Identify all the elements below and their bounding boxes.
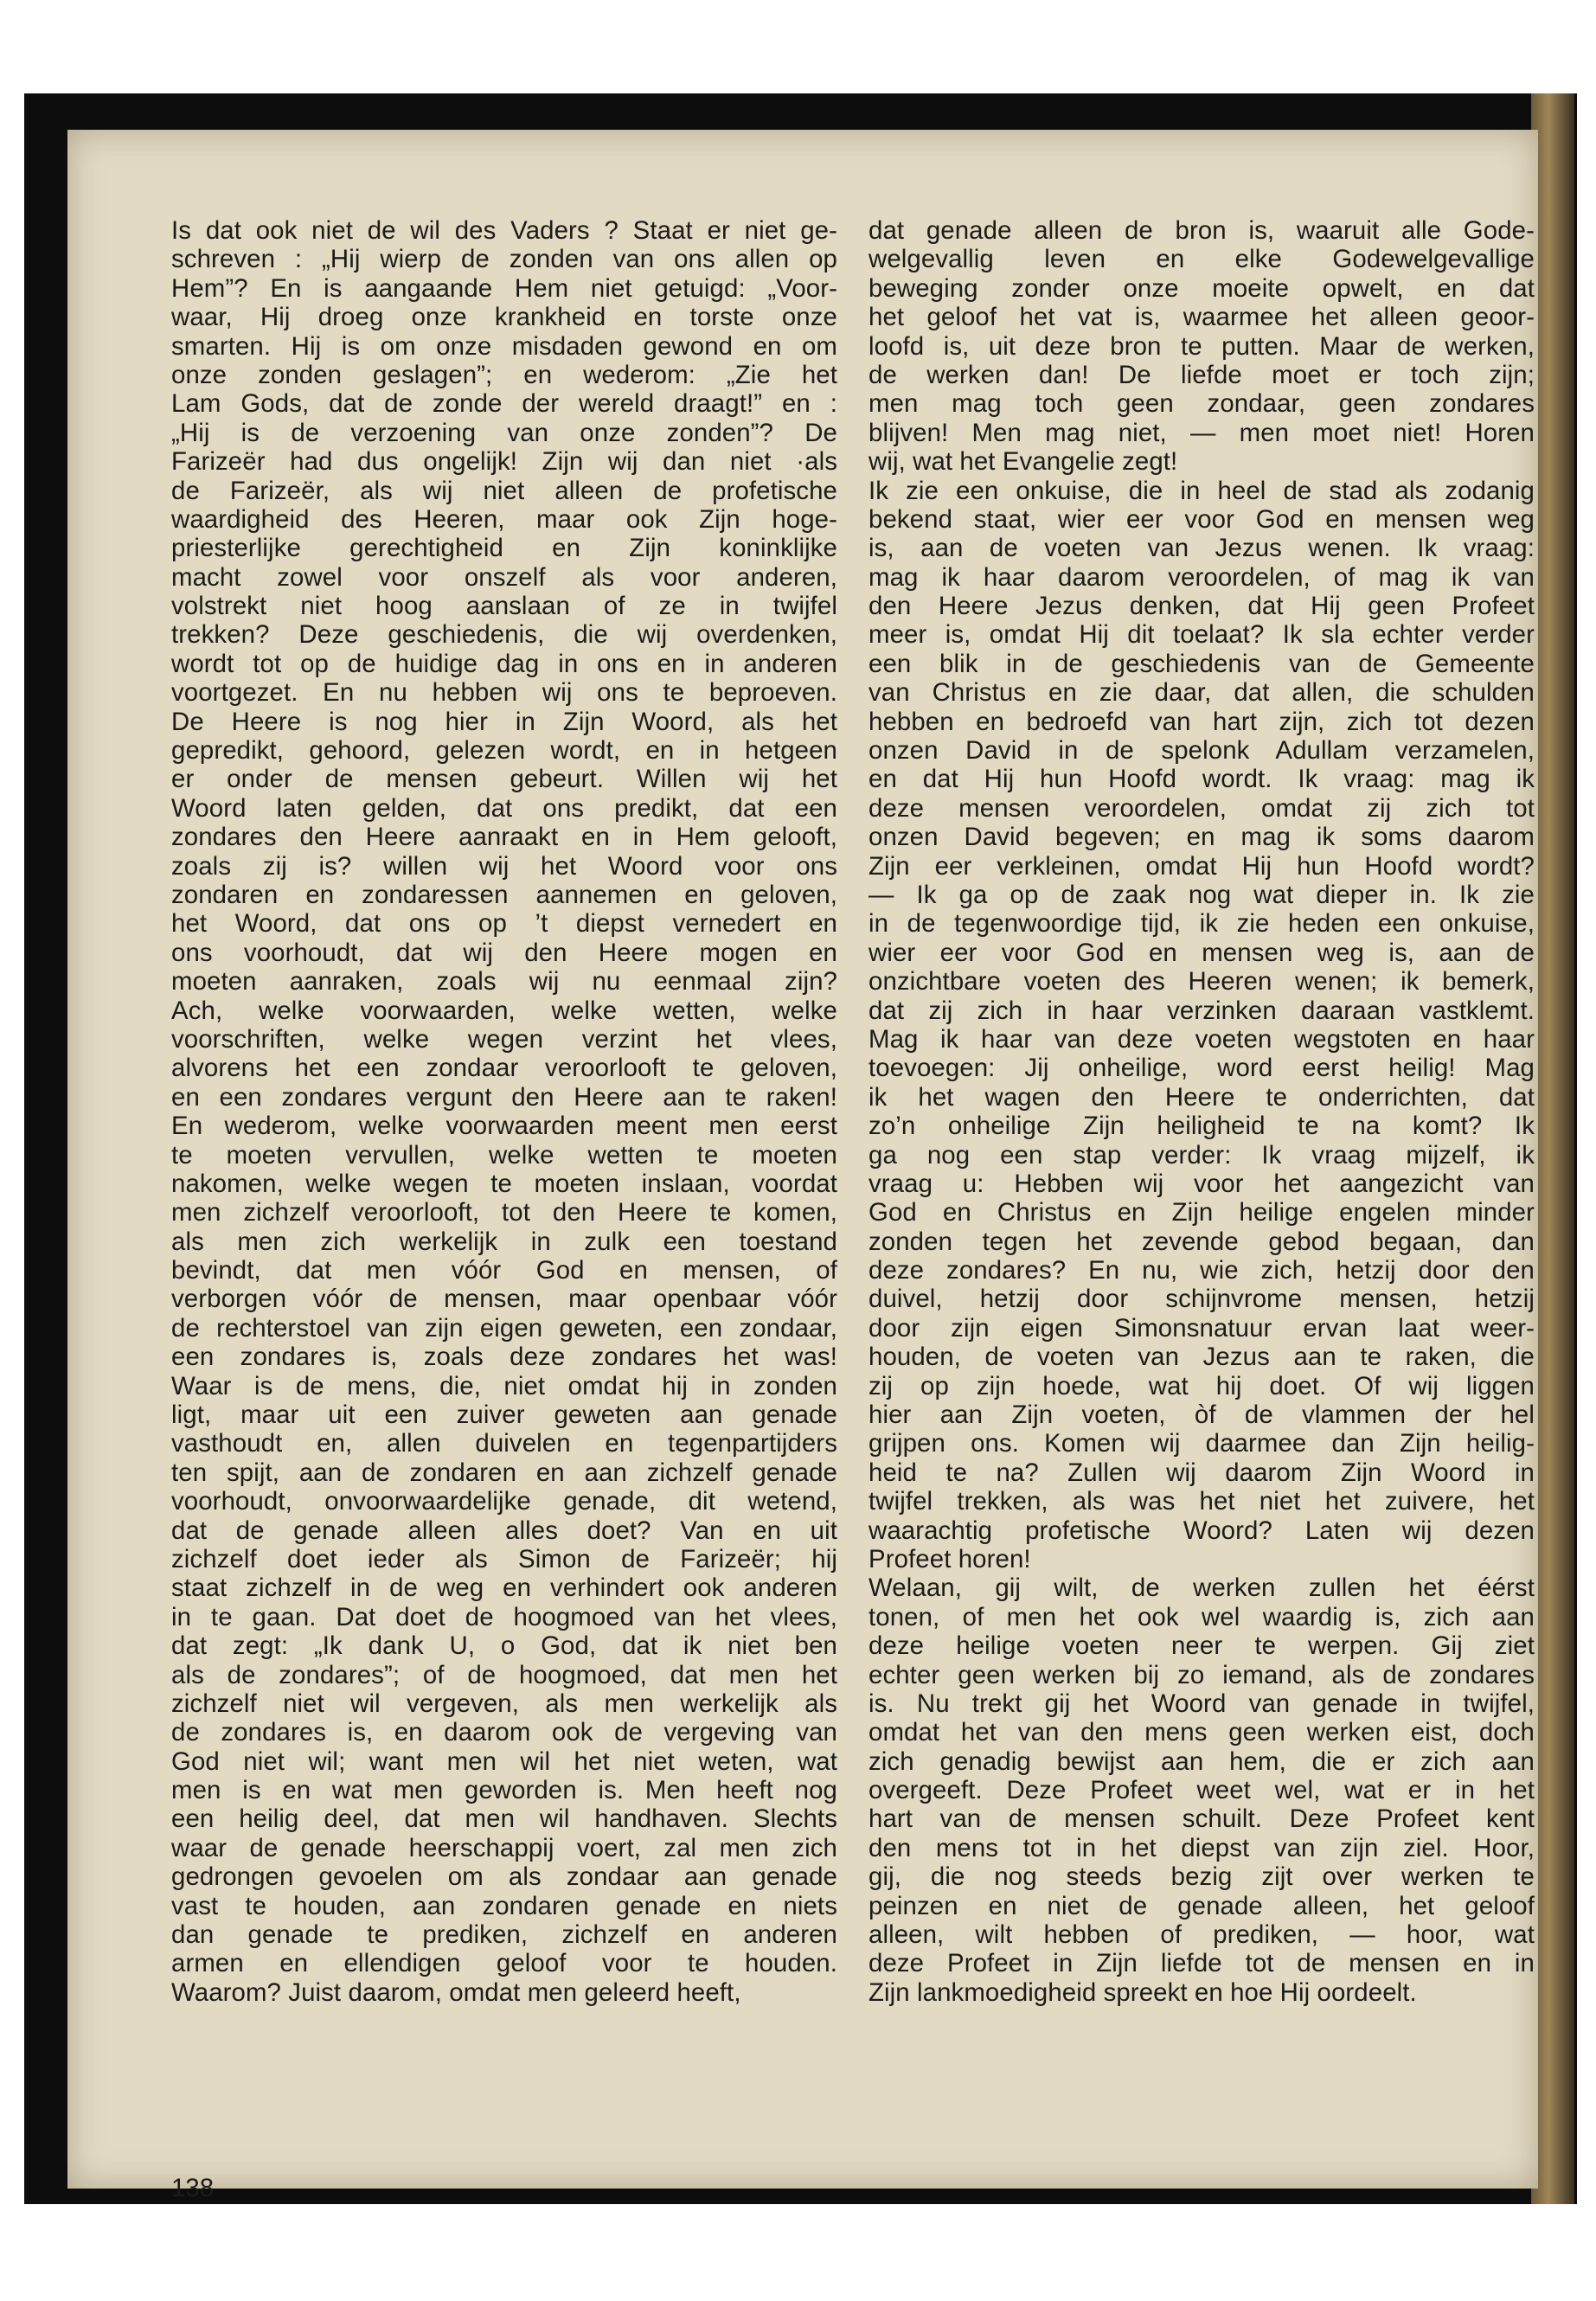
left-text-column [171, 216, 837, 2007]
book-page [67, 130, 1538, 2202]
text-line: voortgezet. En nu hebben wij ons te beproeven. [171, 678, 837, 708]
text-line: overgeeft. Deze Profeet weet wel, wat er in het [869, 1776, 1535, 1805]
text-line: Profeet horen! [869, 1544, 1031, 1574]
text-line: God niet wil; want men wil het niet weten, wat [171, 1747, 837, 1776]
text-line: wordt tot op de huidige dag in ons en in anderen [171, 649, 837, 678]
text-line: men mag toch geen zondaar, geen zondares [869, 389, 1535, 419]
text-line: zo’n onheilige Zijn heiligheid te na komt? Ik [869, 1112, 1535, 1141]
text-line: God en Christus en Zijn heilige engelen minder [869, 1198, 1535, 1227]
text-line: onze zonden geslagen”; en wederom: „Zie het [171, 360, 837, 389]
text-line: van Christus en zie daar, dat allen, die schulden [869, 678, 1535, 708]
text-line: Ach, welke voorwaarden, welke wetten, welke [171, 996, 837, 1025]
text-line: zich genadig bewijst aan hem, die er zich aan [869, 1747, 1535, 1776]
text-line: dan genade te prediken, zichzelf en anderen [171, 1920, 837, 1950]
text-line: nakomen, welke wegen te moeten inslaan, voordat [171, 1169, 837, 1198]
text-line: ligt, maar uit een zuiver geweten aan genade [171, 1400, 837, 1430]
text-line: een blik in de geschiedenis van de Gemeente [869, 649, 1535, 678]
text-line: houden, de voeten van Jezus aan te raken, die [869, 1343, 1535, 1372]
text-line: mag ik haar daarom veroordelen, of mag ik van [869, 562, 1535, 592]
text-line: bevindt, dat men vóór God en mensen, of [171, 1256, 837, 1285]
text-line: De Heere is nog hier in Zijn Woord, als het [171, 707, 837, 736]
text-line: er onder de mensen gebeurt. Willen wij het [171, 765, 837, 794]
text-line: Lam Gods, dat de zonde der wereld draagt!” en : [171, 389, 837, 419]
text-line: zichzelf doet ieder als Simon de Farizeër; hij [171, 1544, 837, 1574]
right-text-column [869, 216, 1535, 2007]
text-line: dat zegt: „Ik dank U, o God, dat ik niet ben [171, 1631, 837, 1661]
text-line: de Farizeër, als wij niet alleen de profetische [171, 476, 837, 505]
text-line: en een zondares vergunt den Heere aan te raken! [171, 1082, 837, 1112]
text-line: Ik zie een onkuise, die in heel de stad als zodanig [869, 476, 1535, 505]
text-line: blijven! Men mag niet, — men moet niet! Horen [869, 418, 1535, 447]
text-line: Mag ik haar van deze voeten wegstoten en haar [869, 1024, 1535, 1054]
text-line: wij, wat het Evangelie zegt! [869, 447, 1178, 477]
text-line: ten spijt, aan de zondaren en aan zichzelf genade [171, 1458, 837, 1487]
text-line: beweging zonder onze moeite opwelt, en dat [869, 273, 1535, 303]
text-line: onzichtbare voeten des Heeren wenen; ik bemerk, [869, 967, 1535, 997]
text-line: Zijn lankmoedigheid spreekt en hoe Hij oordeelt. [869, 1977, 1417, 2007]
text-line: het Woord, dat ons op ’t diepst vernedert en [171, 909, 837, 939]
text-line: Waar is de mens, die, niet omdat hij in zonden [171, 1371, 837, 1400]
text-line: als de zondares”; of de hoogmoed, dat men het [171, 1660, 837, 1689]
text-line: trekken? Deze geschiedenis, die wij overdenken, [171, 620, 837, 650]
text-line: twijfel trekken, als was het niet het zuivere, het [869, 1487, 1535, 1516]
text-line: Is dat ook niet de wil des Vaders ? Staat er niet ge- [171, 216, 837, 245]
text-line: smarten. Hij is om onze misdaden gewond en om [171, 331, 837, 361]
text-line: dat genade alleen de bron is, waaruit alle Gode- [869, 216, 1535, 245]
text-line: de werken dan! De liefde moet er toch zijn; [869, 360, 1535, 389]
text-line: echter geen werken bij zo iemand, als de zondares [869, 1660, 1535, 1689]
text-line: heid te na? Zullen wij daarom Zijn Woord in [869, 1458, 1535, 1487]
text-line: waar, Hij droeg onze krankheid en torste onze [171, 303, 837, 332]
text-line: armen en ellendigen geloof voor te houden. [171, 1949, 837, 1978]
text-line: zonden tegen het zevende gebod begaan, dan [869, 1227, 1535, 1256]
text-line: vraag u: Hebben wij voor het aangezicht van [869, 1169, 1535, 1198]
text-line: macht zowel voor onszelf als voor anderen, [171, 562, 837, 592]
text-line: verborgen vóór de mensen, maar openbaar vóór [171, 1285, 837, 1314]
text-line: deze Profeet in Zijn liefde tot de mensen en in [869, 1949, 1535, 1978]
text-line: zij op zijn hoede, wat hij doet. Of wij liggen [869, 1371, 1535, 1400]
text-line: staat zichzelf in de weg en verhindert ook anderen [171, 1574, 837, 1603]
text-line: Woord laten gelden, dat ons predikt, dat een [171, 793, 837, 823]
text-line: welgevallig leven en elke Godewelgevallige [869, 245, 1535, 274]
text-line: door zijn eigen Simonsnatuur ervan laat weer- [869, 1313, 1535, 1343]
text-line: moeten aanraken, zoals wij nu eenmaal zijn? [171, 967, 837, 997]
text-line: zichzelf niet wil vergeven, als men werkelijk als [171, 1689, 837, 1718]
text-line: vast te houden, aan zondaren genade en niets [171, 1891, 837, 1920]
text-line: ons voorhoudt, dat wij den Heere mogen en [171, 938, 837, 967]
text-line: het geloof het vat is, waarmee het alleen geoor- [869, 303, 1535, 332]
text-line: is, aan de voeten van Jezus wenen. Ik vraag: [869, 534, 1535, 563]
text-line: ga nog een stap verder: Ik vraag mijzelf, ik [869, 1140, 1535, 1170]
text-line: den Heere Jezus denken, dat Hij geen Profeet [869, 592, 1535, 621]
text-line: in de tegenwoordige tijd, ik zie heden een onkuise, [869, 909, 1535, 939]
text-line: deze zondares? En nu, wie zich, hetzij door den [869, 1256, 1535, 1285]
text-line: Farizeër had dus ongelijk! Zijn wij dan niet ·als [171, 447, 837, 477]
text-line: men is en wat men geworden is. Men heeft nog [171, 1776, 837, 1805]
text-line: deze heilige voeten neer te werpen. Gij ziet [869, 1631, 1535, 1661]
text-line: waar de genade heerschappij voert, zal men zich [171, 1833, 837, 1862]
text-line: de rechterstoel van zijn eigen geweten, een zondaar, [171, 1313, 837, 1343]
text-line: dat de genade alleen alles doet? Van en uit [171, 1516, 837, 1545]
text-line: hebben en bedroefd van hart zijn, zich tot dezen [869, 707, 1535, 736]
text-line: dat zij zich in haar verzinken daaraan vastklemt. [869, 996, 1535, 1025]
text-line: en dat Hij hun Hoofd wordt. Ik vraag: mag ik [869, 765, 1535, 794]
text-line: „Hij is de verzoening van onze zonden”? De [171, 418, 837, 447]
page-number: 138 [171, 2174, 215, 2202]
text-line: voorhoudt, onvoorwaardelijke genade, dit wetend, [171, 1487, 837, 1516]
text-line: voorschriften, welke wegen verzint het vlees, [171, 1024, 837, 1054]
text-line: een heilig deel, dat men wil handhaven. Slechts [171, 1804, 837, 1834]
text-line: gepredikt, gehoord, gelezen wordt, en in hetgeen [171, 736, 837, 766]
text-line: grijpen ons. Komen wij daarmee dan Zijn heilig- [869, 1429, 1535, 1458]
text-line: Waarom? Juist daarom, omdat men geleerd heeft, [171, 1977, 741, 2007]
text-line: volstrekt niet hoog aanslaan of ze in twijfel [171, 592, 837, 621]
text-line: vasthoudt en, allen duivelen en tegenpartijders [171, 1429, 837, 1458]
text-line: priesterlijke gerechtigheid en Zijn koninklijke [171, 534, 837, 563]
text-line: duivel, hetzij door schijnvrome mensen, hetzij [869, 1285, 1535, 1314]
text-line: peinzen en niet de genade alleen, het geloof [869, 1891, 1535, 1920]
text-line: ik het wagen den Heere te onderrichten, dat [869, 1082, 1535, 1112]
text-line: de zondares is, en daarom ook de vergeving van [171, 1718, 837, 1747]
text-line: in te gaan. Dat doet de hoogmoed van het vlees, [171, 1602, 837, 1631]
text-line: wier eer voor God en mensen weg is, aan de [869, 938, 1535, 967]
text-line: zondares den Heere aanraakt en in Hem gelooft, [171, 823, 837, 852]
text-line: als men zich werkelijk in zulk een toestand [171, 1227, 837, 1256]
text-line: men zichzelf veroorlooft, tot den Heere te komen, [171, 1198, 837, 1227]
text-line: waarachtig profetische Woord? Laten wij dezen [869, 1516, 1535, 1545]
text-line: zoals zij is? willen wij het Woord voor ons [171, 851, 837, 881]
text-line: den mens tot in het diepst van zijn ziel. Hoor, [869, 1833, 1535, 1862]
text-line: hart van de mensen schuilt. Deze Profeet kent [869, 1804, 1535, 1834]
text-line: schreven : „Hij wierp de zonden van ons allen op [171, 245, 837, 274]
text-line: onzen David in de spelonk Adullam verzamelen, [869, 736, 1535, 766]
text-line: deze mensen veroordelen, omdat zij zich tot [869, 793, 1535, 823]
text-line: — Ik ga op de zaak nog wat dieper in. Ik zie [869, 880, 1535, 909]
text-line: tonen, of men het ook wel waardig is, zich aan [869, 1602, 1535, 1631]
text-line: Hem”? En is aangaande Hem niet getuigd: „Voor- [171, 273, 837, 303]
text-line: bekend staat, wier eer voor God en mensen weg [869, 504, 1535, 534]
text-line: onzen David begeven; en mag ik soms daarom [869, 823, 1535, 852]
text-line: een zondares is, zoals deze zondares het was! [171, 1343, 837, 1372]
text-line: gedrongen gevoelen om als zondaar aan genade [171, 1862, 837, 1892]
text-line: alleen, wilt hebben of prediken, — hoor, wat [869, 1920, 1535, 1950]
text-line: En wederom, welke voorwaarden meent men eerst [171, 1112, 837, 1141]
text-line: toevoegen: Jij onheilige, word eerst heilig! Mag [869, 1054, 1535, 1083]
text-line: Welaan, gij wilt, de werken zullen het éérst [869, 1574, 1535, 1603]
text-line: waardigheid des Heeren, maar ook Zijn hoge- [171, 504, 837, 534]
text-line: alvorens het een zondaar veroorlooft te geloven, [171, 1054, 837, 1083]
text-line: zondaren en zondaressen aannemen en geloven, [171, 880, 837, 909]
text-line: Zijn eer verkleinen, omdat Hij hun Hoofd wordt? [869, 851, 1535, 881]
text-line: loofd is, uit deze bron te putten. Maar de werken, [869, 331, 1535, 361]
text-line: meer is, omdat Hij dit toelaat? Ik sla echter verder [869, 620, 1535, 650]
text-line: is. Nu trekt gij het Woord van genade in twijfel, [869, 1689, 1535, 1718]
text-line: hier aan Zijn voeten, òf de vlammen der hel [869, 1400, 1535, 1430]
text-line: gij, die nog steeds bezig zijt over werken te [869, 1862, 1535, 1892]
text-line: omdat het van den mens geen werken eist, doch [869, 1718, 1535, 1747]
text-line: te moeten vervullen, welke wetten te moeten [171, 1140, 837, 1170]
